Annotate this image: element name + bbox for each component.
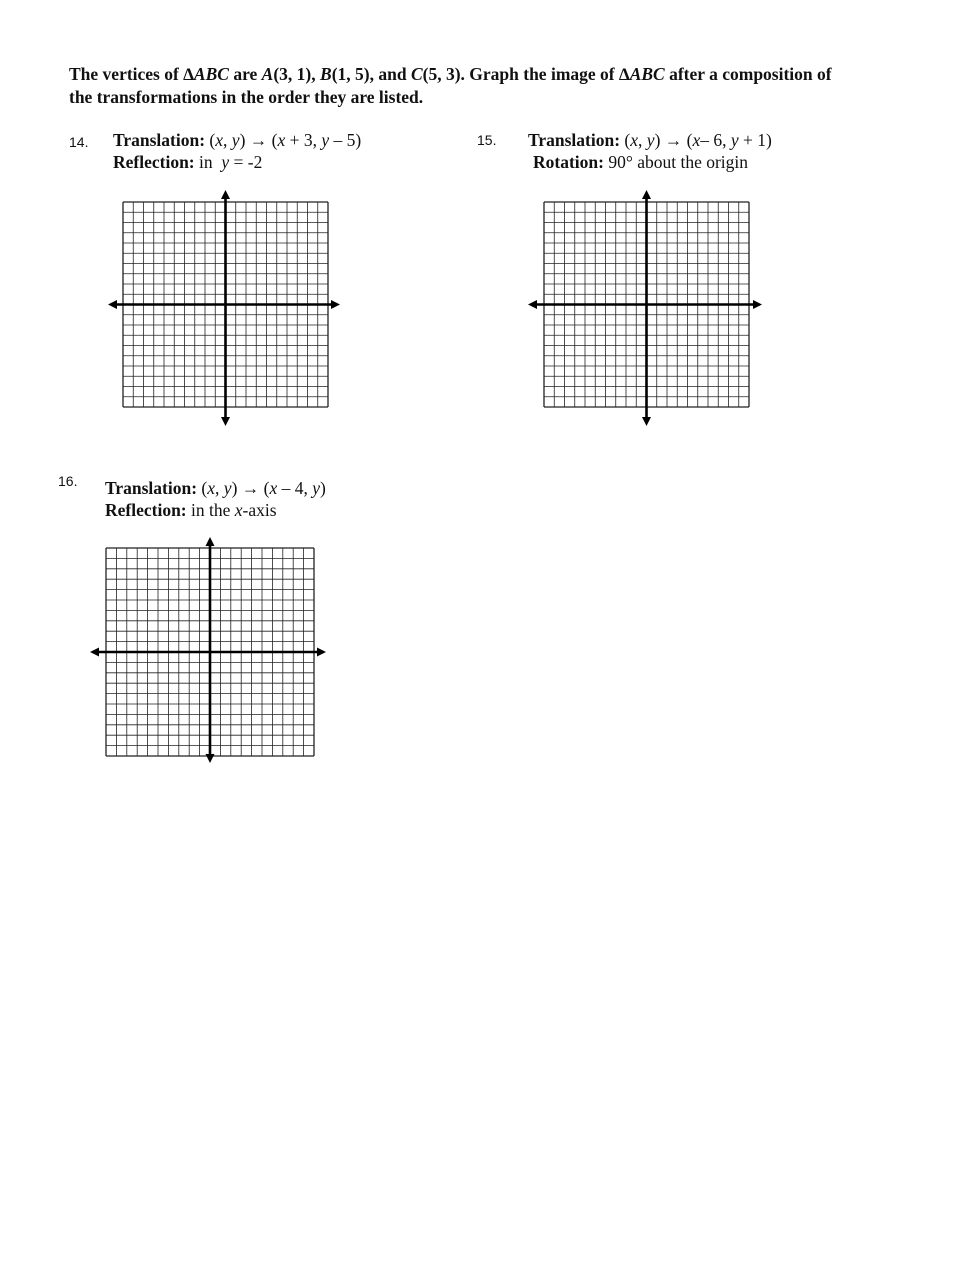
step-rule: (x, y) → (x– 6, y + 1)	[624, 130, 772, 150]
problem-step-1	[528, 129, 772, 151]
coordinate-grid[interactable]	[528, 190, 762, 426]
x-axis-arrow-right-icon	[317, 648, 326, 657]
step-label: Rotation:	[533, 152, 604, 172]
step-label: Translation:	[528, 130, 621, 150]
coordinate-grid[interactable]	[90, 537, 326, 763]
problem-step-2	[105, 499, 277, 521]
step-rule: (x, y) → (x – 4, y)	[201, 478, 326, 498]
step-label: Translation:	[105, 478, 198, 498]
step-label: Reflection:	[105, 500, 187, 520]
step-rule: in the x-axis	[191, 500, 277, 520]
coordinate-grid[interactable]	[108, 190, 340, 426]
instructions-line-1: The vertices of ∆ABC are A(3, 1), B(1, 5), and C(5, 3). Graph the image of ∆ABC after a composition of	[69, 64, 832, 84]
problem-number: 16.	[58, 473, 78, 489]
x-axis-arrow-left-icon	[528, 300, 537, 309]
x-axis-arrow-left-icon	[108, 300, 117, 309]
instructions-line-2: the transformations in the order they are listed.	[69, 87, 424, 107]
problem-step-1	[105, 477, 326, 499]
x-axis-arrow-left-icon	[90, 648, 99, 657]
step-label: Translation:	[113, 130, 206, 150]
problem-step-2	[533, 151, 748, 173]
problem-step-1	[113, 129, 361, 151]
problem-step-2	[113, 151, 262, 173]
step-label: Reflection:	[113, 152, 195, 172]
y-axis-arrow-up-icon	[221, 190, 230, 199]
step-rule: in y = -2	[199, 152, 263, 172]
x-axis-arrow-right-icon	[331, 300, 340, 309]
y-axis-arrow-down-icon	[221, 417, 230, 426]
step-rule: (x, y) → (x + 3, y – 5)	[209, 130, 362, 150]
step-rule: 90° about the origin	[608, 152, 749, 172]
y-axis-arrow-down-icon	[642, 417, 651, 426]
y-axis-arrow-up-icon	[206, 537, 215, 546]
y-axis-arrow-down-icon	[206, 754, 215, 763]
instructions	[69, 63, 929, 109]
problem-number: 15.	[477, 132, 497, 148]
problem-number: 14.	[69, 134, 89, 150]
y-axis-arrow-up-icon	[642, 190, 651, 199]
x-axis-arrow-right-icon	[753, 300, 762, 309]
